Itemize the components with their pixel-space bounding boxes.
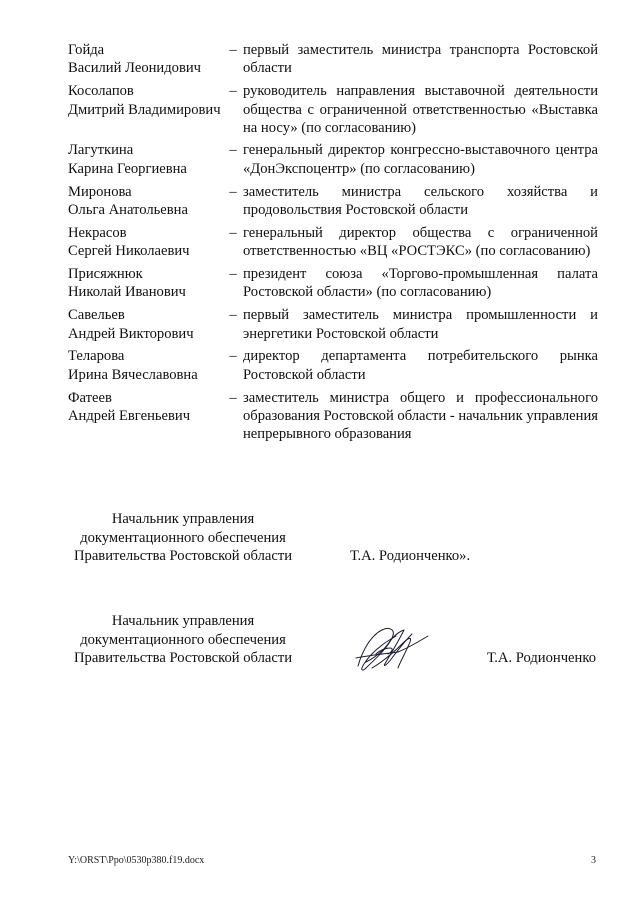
member-position: заместитель министра сельского хозяйства и продовольствия Ростовской области [243, 183, 598, 218]
member-row [68, 41, 598, 78]
signature-block-second [68, 612, 598, 672]
member-row [68, 347, 598, 384]
member-position: первый заместитель министра транспорта Ростовской области [243, 42, 598, 77]
member-surname: Теларова [68, 348, 125, 365]
member-surname: Косолапов [68, 83, 134, 100]
member-row [68, 306, 598, 343]
member-given-names: Дмитрий Владимирович [68, 101, 221, 118]
member-position: генеральный директор конгрессно-выставочного центра «ДонЭкспоцентр» (по согласованию) [243, 142, 598, 177]
member-name [68, 224, 228, 261]
member-name [68, 265, 228, 302]
signatory-name: Т.А. Родионченко». [350, 548, 471, 564]
member-dash: – [229, 42, 237, 58]
member-name [68, 389, 228, 426]
member-position: директор департамента потребительского рынка Ростовской области [243, 348, 598, 383]
member-given-names: Ирина Вячеславовна [68, 366, 198, 383]
member-surname: Некрасов [68, 224, 127, 241]
member-given-names: Андрей Евгеньевич [68, 407, 191, 424]
member-given-names: Карина Георгиевна [68, 160, 187, 177]
member-surname: Гойда [68, 42, 105, 58]
member-position: президент союза «Торгово-промышленная палата Ростовской области» (по согласованию) [243, 265, 598, 301]
member-row [68, 265, 598, 302]
member-given-names: Николай Иванович [68, 284, 186, 301]
signatory-title-line: документационного обеспечения [80, 631, 286, 648]
member-position: генеральный директор общества с ограниченной ответственностью «ВЦ «РОСТЭКС» (по согласованию) [243, 224, 598, 260]
member-given-names: Ольга Анатольевна [68, 201, 188, 218]
member-name [68, 41, 228, 78]
member-dash: – [229, 83, 237, 100]
signatory-title-line: Начальник управления [111, 613, 255, 629]
member-name [68, 306, 228, 343]
page-number: 3 [591, 855, 596, 866]
member-position: руководитель направления выставочной деятельности общества с ограниченной ответственностью «Выставка на носу» (по согласованию) [243, 83, 598, 136]
member-surname: Лагуткина [68, 142, 134, 159]
member-name [68, 141, 228, 178]
member-name [68, 183, 228, 220]
member-row [68, 141, 598, 178]
member-row [68, 82, 598, 137]
handwritten-signature [352, 622, 432, 678]
member-row [68, 224, 598, 261]
member-dash: – [229, 183, 237, 200]
member-given-names: Андрей Викторович [68, 325, 194, 342]
member-given-names: Сергей Николаевич [68, 243, 190, 260]
file-path: Y:\ORST\Ppo\0530p380.f19.docx [68, 855, 205, 866]
member-surname: Миронова [68, 183, 132, 200]
member-surname: Фатеев [68, 389, 112, 406]
member-name [68, 82, 228, 119]
signatory-title-line: документационного обеспечения [80, 529, 286, 546]
member-dash: – [229, 265, 237, 282]
member-position: первый заместитель министра промышленности и энергетики Ростовской области [243, 307, 598, 342]
member-position: заместитель министра общего и профессионального образования Ростовской области - начальник управления непрерывного образования [243, 389, 598, 443]
member-surname: Присяжнюк [68, 265, 143, 282]
signatory-title-line: Правительства Ростовской области [73, 650, 293, 667]
member-dash: – [229, 142, 237, 159]
member-name [68, 347, 228, 384]
member-dash: – [229, 389, 237, 406]
signatory-title [68, 510, 298, 566]
signatory-title-line: Начальник управления [111, 511, 255, 527]
member-row [68, 389, 598, 444]
signature-block-first [68, 510, 598, 570]
signatory-title-line: Правительства Ростовской области [73, 548, 293, 565]
member-dash: – [229, 224, 237, 241]
member-surname: Савельев [68, 307, 125, 324]
member-given-names: Василий Леонидович [68, 60, 202, 77]
member-dash: – [229, 348, 237, 365]
signatory-title [68, 612, 298, 668]
signatory-name: Т.А. Родионченко [486, 650, 596, 666]
commission-members-list [68, 41, 598, 448]
member-row [68, 183, 598, 220]
member-dash: – [229, 307, 237, 324]
